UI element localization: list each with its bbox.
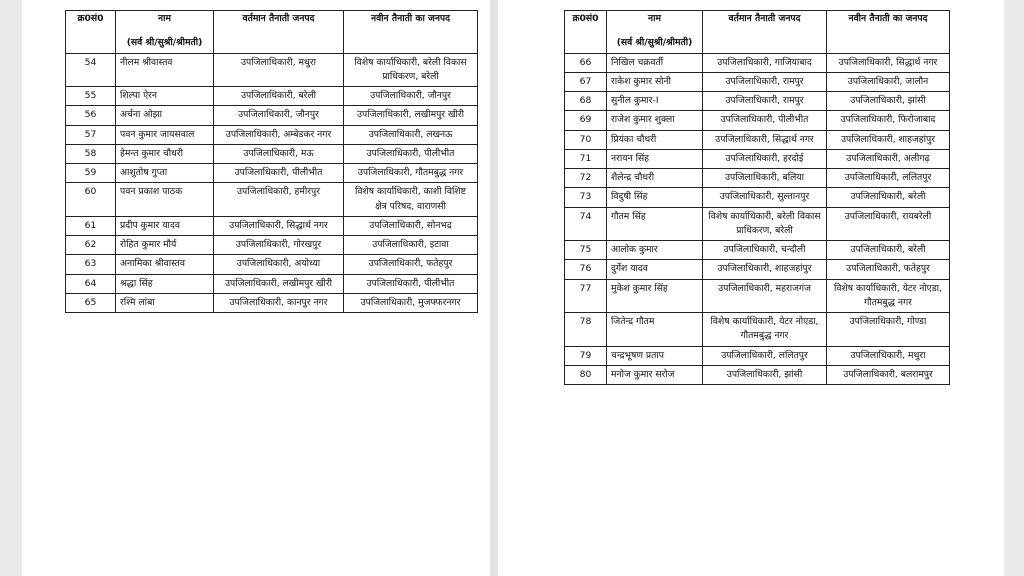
serial-number: 66: [565, 53, 607, 72]
serial-number: 59: [66, 164, 116, 183]
new-posting: उपजिलाधिकारी, अलीगढ़: [827, 149, 950, 168]
officer-name: निखिल चक्रवर्ती: [607, 53, 703, 72]
table-row: [66, 183, 478, 217]
serial-number: 76: [565, 260, 607, 279]
officer-name: पवन कुमार जायसवाल: [116, 125, 214, 144]
new-posting: उपजिलाधिकारी, लखीमपुर खीरी: [344, 106, 478, 125]
new-posting: उपजिलाधिकारी, गौतमबुद्ध नगर: [344, 164, 478, 183]
table-row: [66, 255, 478, 274]
new-posting: उपजिलाधिकारी, बरेली: [827, 188, 950, 207]
officer-name: सुनील कुमार-I: [607, 92, 703, 111]
officer-name: प्रदीप कुमार यादव: [116, 216, 214, 235]
header-name-label: नाम: [648, 13, 661, 24]
table-row: [565, 149, 950, 168]
officer-name: पवन प्रकाश पाठक: [116, 183, 214, 217]
serial-number: 74: [565, 207, 607, 241]
current-posting: उपजिलाधिकारी, सिद्धार्थ नगर: [703, 130, 827, 149]
current-posting: उपजिलाधिकारी, अयोध्या: [214, 255, 344, 274]
table-row: [565, 169, 950, 188]
current-posting: उपजिलाधिकारी, मथुरा: [214, 53, 344, 87]
current-posting: उपजिलाधिकारी, शाहजहांपुर: [703, 260, 827, 279]
header-name: [607, 11, 703, 54]
serial-number: 57: [66, 125, 116, 144]
new-posting: उपजिलाधिकारी, पीलीभीत: [344, 144, 478, 163]
current-posting: विशेष कार्याधिकारी, बरेली विकास प्राधिकरण, बरेली: [703, 207, 827, 241]
current-posting: उपजिलाधिकारी, गाजियाबाद: [703, 53, 827, 72]
serial-number: 80: [565, 365, 607, 384]
serial-number: 72: [565, 169, 607, 188]
current-posting: उपजिलाधिकारी, गोरखपुर: [214, 236, 344, 255]
new-posting: उपजिलाधिकारी, फिरोजाबाद: [827, 111, 950, 130]
current-posting: उपजिलाधिकारी, पीलीभीत: [214, 164, 344, 183]
table-row: [565, 130, 950, 149]
table-row: [565, 188, 950, 207]
table-body-left: [66, 53, 478, 313]
officer-name: नीलम श्रीवास्तव: [116, 53, 214, 87]
table-row: [565, 53, 950, 72]
officer-name: राजेश कुमार शुक्ला: [607, 111, 703, 130]
new-posting: उपजिलाधिकारी, इटावा: [344, 236, 478, 255]
new-posting: उपजिलाधिकारी, फतेहपुर: [827, 260, 950, 279]
transfer-table-right: [564, 10, 950, 385]
new-posting: विशेष कार्याधिकारी, बरेली विकास प्राधिकरण, बरेली: [344, 53, 478, 87]
officer-name: रश्मि लांबा: [116, 293, 214, 312]
new-posting: उपजिलाधिकारी, जालौन: [827, 72, 950, 91]
officer-name: गौतम सिंह: [607, 207, 703, 241]
header-new-posting: नवीन तैनाती का जनपद: [827, 11, 950, 54]
current-posting: उपजिलाधिकारी, महराजगंज: [703, 279, 827, 313]
header-name-sub: (सर्व श्री/सुश्री/श्रीमती): [616, 37, 693, 49]
current-posting: उपजिलाधिकारी, हमीरपुर: [214, 183, 344, 217]
serial-number: 64: [66, 274, 116, 293]
table-row: [565, 92, 950, 111]
current-posting: उपजिलाधिकारी, बलिया: [703, 169, 827, 188]
officer-name: श्रद्धा सिंह: [116, 274, 214, 293]
header-serial: क्र0सं0: [66, 11, 116, 54]
current-posting: उपजिलाधिकारी, सिद्धार्थ नगर: [214, 216, 344, 235]
new-posting: उपजिलाधिकारी, मथुरा: [827, 346, 950, 365]
new-posting: उपजिलाधिकारी, झांसी: [827, 92, 950, 111]
table-row: [565, 111, 950, 130]
table-row: [66, 125, 478, 144]
serial-number: 79: [565, 346, 607, 365]
new-posting: उपजिलाधिकारी, जौनपुर: [344, 87, 478, 106]
serial-number: 60: [66, 183, 116, 217]
table-row: [565, 365, 950, 384]
table-row: [66, 53, 478, 87]
officer-name: राकेश कुमार सोनी: [607, 72, 703, 91]
document-page-right: [498, 0, 1004, 576]
serial-number: 67: [565, 72, 607, 91]
new-posting: उपजिलाधिकारी, फतेहपुर: [344, 255, 478, 274]
officer-name: जितेन्द्र गौतम: [607, 313, 703, 347]
serial-number: 71: [565, 149, 607, 168]
table-row: [66, 274, 478, 293]
new-posting: उपजिलाधिकारी, लखनऊ: [344, 125, 478, 144]
current-posting: उपजिलाधिकारी, सुल्तानपुर: [703, 188, 827, 207]
table-row: [66, 144, 478, 163]
table-header-row: [565, 11, 950, 54]
current-posting: उपजिलाधिकारी, रामपुर: [703, 92, 827, 111]
new-posting: उपजिलाधिकारी, ललितपुर: [827, 169, 950, 188]
table-row: [66, 106, 478, 125]
current-posting: उपजिलाधिकारी, कानपुर नगर: [214, 293, 344, 312]
officer-name: अर्चना ओझा: [116, 106, 214, 125]
table-row: [565, 241, 950, 260]
current-posting: उपजिलाधिकारी, बरेली: [214, 87, 344, 106]
table-row: [66, 87, 478, 106]
document-page-left: [22, 0, 490, 576]
transfer-table-left: [65, 10, 478, 313]
current-posting: उपजिलाधिकारी, लखीमपुर खीरी: [214, 274, 344, 293]
current-posting: उपजिलाधिकारी, ललितपुर: [703, 346, 827, 365]
serial-number: 63: [66, 255, 116, 274]
new-posting: उपजिलाधिकारी, मुजफ्फरनगर: [344, 293, 478, 312]
officer-name: आशुतोष गुप्ता: [116, 164, 214, 183]
officer-name: अनामिका श्रीवास्तव: [116, 255, 214, 274]
header-new-posting: नवीन तैनाती का जनपद: [344, 11, 478, 54]
current-posting: विशेष कार्याधिकारी, येटर नोएडा, गौतमबुद्ध नगर: [703, 313, 827, 347]
table-row: [565, 346, 950, 365]
officer-name: मुकेश कुमार सिंह: [607, 279, 703, 313]
current-posting: उपजिलाधिकारी, झांसी: [703, 365, 827, 384]
officer-name: नरायन सिंह: [607, 149, 703, 168]
page-gap: [490, 0, 498, 576]
serial-number: 58: [66, 144, 116, 163]
current-posting: उपजिलाधिकारी, पीलीभीत: [703, 111, 827, 130]
table-row: [66, 164, 478, 183]
table-row: [565, 207, 950, 241]
officer-name: प्रियंका चौधरी: [607, 130, 703, 149]
new-posting: विशेष कार्याधिकारी, येटर नोएडा, गौतमबुद्ध नगर: [827, 279, 950, 313]
table-body-right: [565, 53, 950, 385]
serial-number: 73: [565, 188, 607, 207]
table-row: [565, 313, 950, 347]
table-row: [66, 236, 478, 255]
new-posting: उपजिलाधिकारी, सिद्धार्थ नगर: [827, 53, 950, 72]
serial-number: 56: [66, 106, 116, 125]
table-row: [66, 216, 478, 235]
serial-number: 62: [66, 236, 116, 255]
current-posting: उपजिलाधिकारी, रामपुर: [703, 72, 827, 91]
officer-name: मनोज कुमार सरोज: [607, 365, 703, 384]
new-posting: विशेष कार्याधिकारी, काशी विशिष्ट क्षेत्र परिषद, वाराणसी: [344, 183, 478, 217]
current-posting: उपजिलाधिकारी, जौनपुर: [214, 106, 344, 125]
officer-name: शैलेन्द्र चौधरी: [607, 169, 703, 188]
officer-name: शिल्पा ऐरन: [116, 87, 214, 106]
new-posting: उपजिलाधिकारी, बलरामपुर: [827, 365, 950, 384]
header-name-label: नाम: [158, 13, 171, 24]
officer-name: विदुषी सिंह: [607, 188, 703, 207]
new-posting: उपजिलाधिकारी, शाहजहांपुर: [827, 130, 950, 149]
serial-number: 55: [66, 87, 116, 106]
officer-name: दुर्गेश यादव: [607, 260, 703, 279]
table-row: [565, 279, 950, 313]
new-posting: उपजिलाधिकारी, पीलीभीत: [344, 274, 478, 293]
current-posting: उपजिलाधिकारी, अम्बेडकर नगर: [214, 125, 344, 144]
serial-number: 68: [565, 92, 607, 111]
serial-number: 78: [565, 313, 607, 347]
header-serial: क्र0सं0: [565, 11, 607, 54]
officer-name: आलोक कुमार: [607, 241, 703, 260]
current-posting: उपजिलाधिकारी, चन्दौली: [703, 241, 827, 260]
officer-name: चन्द्रभूषण प्रताप: [607, 346, 703, 365]
current-posting: उपजिलाधिकारी, हरदोई: [703, 149, 827, 168]
serial-number: 75: [565, 241, 607, 260]
table-row: [565, 72, 950, 91]
officer-name: हेमन्त कुमार चौधरी: [116, 144, 214, 163]
new-posting: उपजिलाधिकारी, रायबरेली: [827, 207, 950, 241]
serial-number: 65: [66, 293, 116, 312]
header-current-posting: वर्तमान तैनाती जनपद: [214, 11, 344, 54]
new-posting: उपजिलाधिकारी, सोनभद्र: [344, 216, 478, 235]
serial-number: 70: [565, 130, 607, 149]
new-posting: उपजिलाधिकारी, गोण्डा: [827, 313, 950, 347]
serial-number: 69: [565, 111, 607, 130]
officer-name: रोहित कुमार मौर्य: [116, 236, 214, 255]
serial-number: 61: [66, 216, 116, 235]
header-name-sub: (सर्व श्री/सुश्री/श्रीमती): [126, 37, 203, 49]
current-posting: उपजिलाधिकारी, मऊ: [214, 144, 344, 163]
table-row: [66, 293, 478, 312]
serial-number: 54: [66, 53, 116, 87]
new-posting: उपजिलाधिकारी, बरेली: [827, 241, 950, 260]
header-name: [116, 11, 214, 54]
table-row: [565, 260, 950, 279]
serial-number: 77: [565, 279, 607, 313]
table-header-row: [66, 11, 478, 54]
header-current-posting: वर्तमान तैनाती जनपद: [703, 11, 827, 54]
